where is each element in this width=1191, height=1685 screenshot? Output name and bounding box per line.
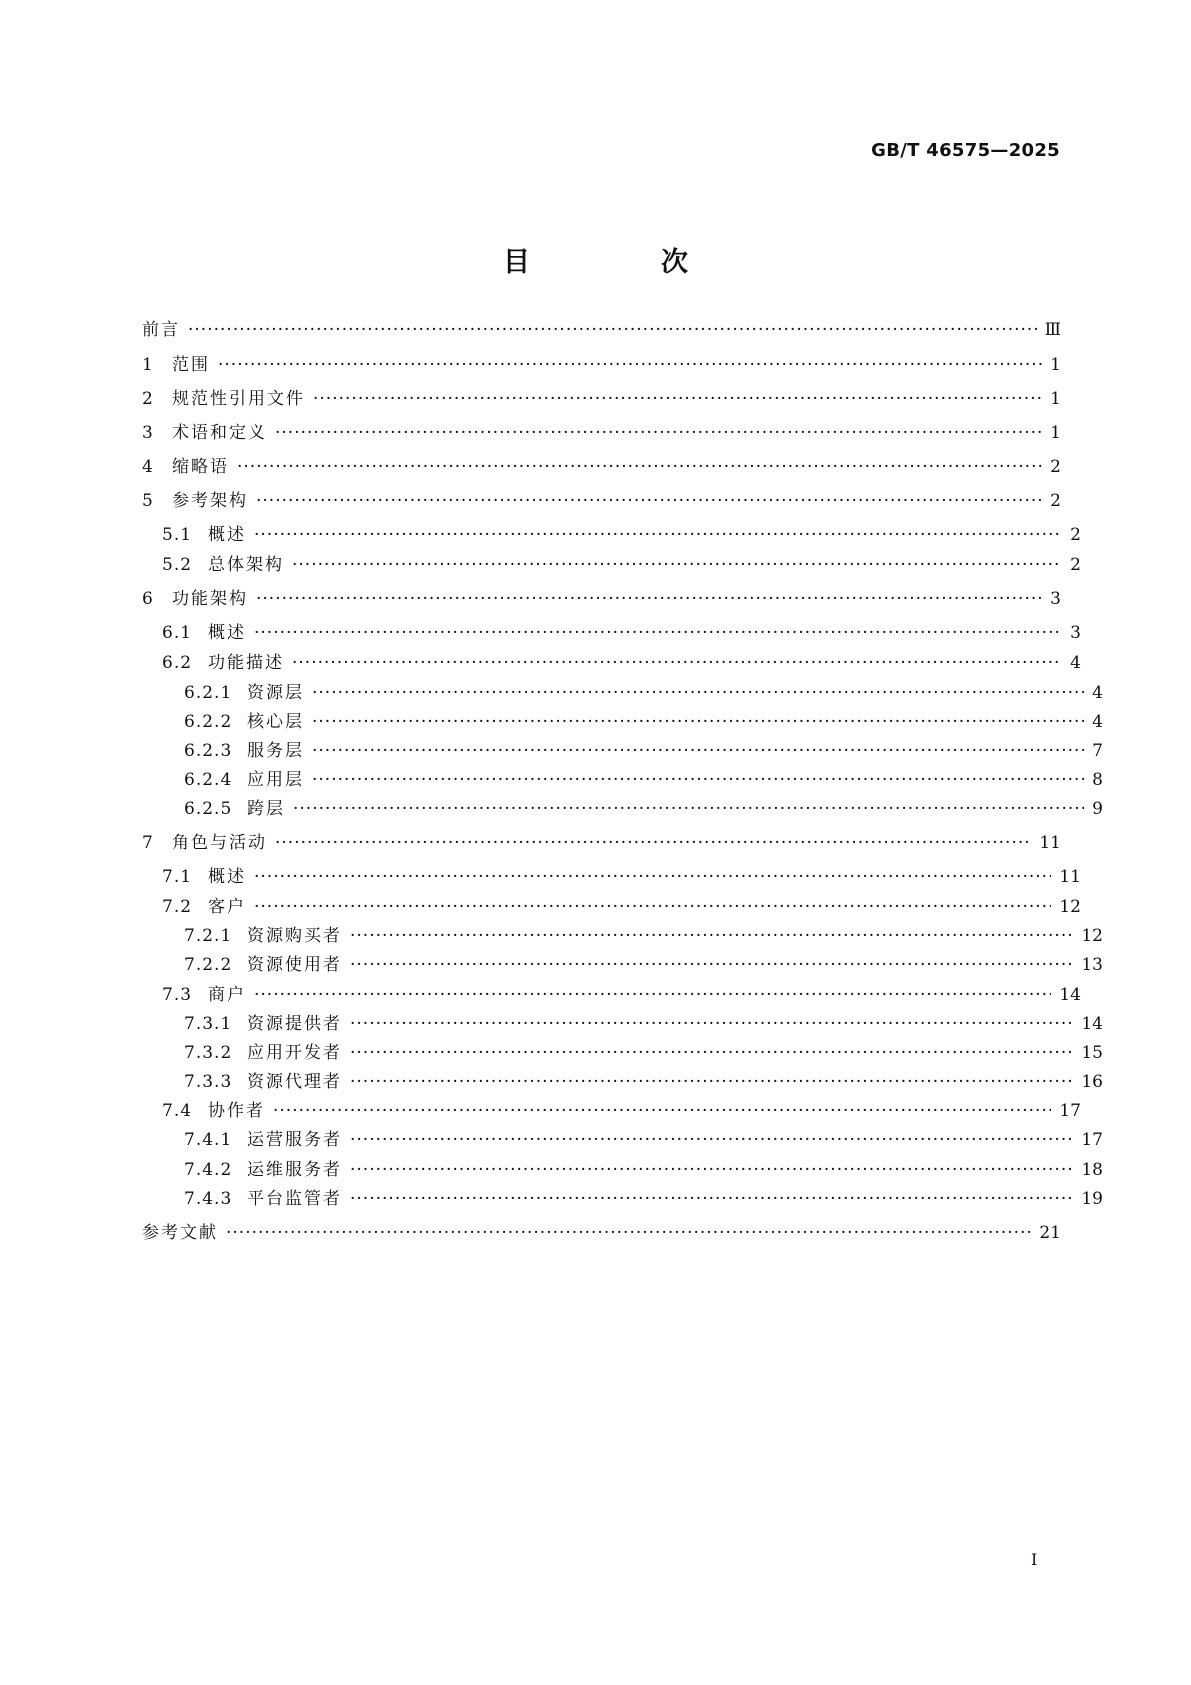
- toc-entry-title: 资源层: [247, 683, 304, 703]
- toc-leader-dots: [254, 523, 1062, 547]
- toc-entry[interactable]: [142, 651, 1081, 675]
- toc-entry-page: 12: [1059, 897, 1081, 917]
- toc-entry-title: 参考文献: [142, 1223, 218, 1243]
- toc-entry-page: 3: [1050, 589, 1061, 609]
- toc-entry-number: 7.2: [162, 897, 193, 917]
- toc-entry-title: 应用层: [247, 770, 304, 790]
- toc-entry[interactable]: [142, 895, 1081, 919]
- toc-entry-title: 应用开发者: [247, 1043, 342, 1063]
- toc-leader-dots: [313, 387, 1042, 411]
- toc-entry-number: 7.2.1: [184, 926, 233, 946]
- toc-entry-title: 协作者: [208, 1101, 265, 1121]
- toc-leader-dots: [350, 1158, 1073, 1182]
- toc-entry-number: 5.2: [162, 555, 193, 575]
- toc-entry-title: 运营服务者: [247, 1130, 342, 1150]
- toc-entry[interactable]: [142, 523, 1081, 547]
- toc-leader-dots: [226, 1221, 1031, 1245]
- toc-entry-title: 概述: [208, 525, 246, 545]
- toc-entry[interactable]: [142, 318, 1061, 342]
- toc-entry[interactable]: [142, 387, 1061, 411]
- toc-entry-page: 9: [1092, 799, 1103, 819]
- toc-entry[interactable]: [142, 587, 1061, 611]
- toc-entry-title: 概述: [208, 867, 246, 887]
- toc-entry-page: 15: [1081, 1043, 1103, 1063]
- toc-leader-dots: [312, 710, 1084, 734]
- toc-entry-page: 17: [1081, 1130, 1103, 1150]
- toc-entry-title: 术语和定义: [172, 423, 267, 443]
- toc-entry-number: 7.4.3: [184, 1189, 233, 1209]
- toc-entry-page: 3: [1070, 623, 1081, 643]
- toc-entry-page: 19: [1081, 1189, 1103, 1209]
- toc-entry-title: 功能架构: [172, 589, 248, 609]
- toc-leader-dots: [350, 953, 1073, 977]
- toc-entry[interactable]: [142, 797, 1103, 821]
- toc-entry-page: 8: [1092, 770, 1103, 790]
- page-number: I: [1031, 1550, 1038, 1569]
- toc-entry-number: 6.2.4: [184, 770, 233, 790]
- toc-entry[interactable]: [142, 953, 1103, 977]
- toc-entry-title: 前言: [142, 320, 180, 340]
- toc-entry-number: 6.1: [162, 623, 193, 643]
- toc-entry-page: 14: [1059, 985, 1081, 1005]
- toc-leader-dots: [350, 1187, 1073, 1211]
- toc-entry-number: 7.2.2: [184, 955, 233, 975]
- toc-leader-dots: [254, 895, 1051, 919]
- toc-entry[interactable]: [142, 681, 1103, 705]
- toc-entry-title: 总体架构: [208, 555, 284, 575]
- toc-entry-title: 平台监管者: [247, 1189, 342, 1209]
- toc-entry-number: 6: [142, 589, 154, 609]
- toc-entry-page: 4: [1070, 653, 1081, 673]
- toc-entry[interactable]: [142, 1128, 1103, 1152]
- toc-leader-dots: [275, 831, 1031, 855]
- toc-entry-page: 14: [1081, 1014, 1103, 1034]
- toc-leader-dots: [293, 797, 1084, 821]
- toc-entry-title: 资源提供者: [247, 1014, 342, 1034]
- toc-entry-page: 12: [1081, 926, 1103, 946]
- toc-entry-title: 缩略语: [172, 457, 229, 477]
- toc-entry[interactable]: [142, 1158, 1103, 1182]
- toc-leader-dots: [292, 651, 1062, 675]
- toc-entry-number: 7.4.2: [184, 1160, 233, 1180]
- toc-entry[interactable]: [142, 768, 1103, 792]
- toc-entry[interactable]: [142, 489, 1061, 513]
- toc-entry[interactable]: [142, 710, 1103, 734]
- toc-leader-dots: [292, 553, 1062, 577]
- toc-leader-dots: [273, 1099, 1051, 1123]
- toc-entry-title: 资源使用者: [247, 955, 342, 975]
- toc-leader-dots: [275, 421, 1042, 445]
- toc-entry[interactable]: [142, 421, 1061, 445]
- toc-entry[interactable]: [142, 353, 1061, 377]
- toc-entry[interactable]: [142, 553, 1081, 577]
- toc-entry[interactable]: [142, 831, 1061, 855]
- toc-leader-dots: [350, 1070, 1073, 1094]
- toc-entry-number: 7.3.3: [184, 1072, 233, 1092]
- toc-entry-page: 1: [1050, 389, 1061, 409]
- toc-entry-page: 4: [1092, 712, 1103, 732]
- toc-entry-title: 运维服务者: [247, 1160, 342, 1180]
- toc-leader-dots: [312, 768, 1084, 792]
- toc-entry-number: 7.1: [162, 867, 193, 887]
- toc-leader-dots: [188, 318, 1037, 342]
- toc-entry-number: 6.2.3: [184, 741, 233, 761]
- toc-entry[interactable]: [142, 1041, 1103, 1065]
- toc-entry-title: 服务层: [247, 741, 304, 761]
- toc-leader-dots: [254, 983, 1051, 1007]
- toc-leader-dots: [350, 1012, 1073, 1036]
- toc-leader-dots: [312, 681, 1084, 705]
- toc-entry-number: 7.3.1: [184, 1014, 233, 1034]
- toc-leader-dots: [237, 455, 1042, 479]
- toc-entry[interactable]: [142, 865, 1081, 889]
- toc-entry-number: 6.2: [162, 653, 193, 673]
- toc-entry-number: 5.1: [162, 525, 193, 545]
- toc-leader-dots: [350, 924, 1073, 948]
- toc-leader-dots: [312, 739, 1084, 763]
- toc-entry[interactable]: [142, 621, 1081, 645]
- toc-leader-dots: [218, 353, 1042, 377]
- toc-entry-number: 6.2.1: [184, 683, 233, 703]
- toc-entry[interactable]: [142, 455, 1061, 479]
- toc-entry-page: 11: [1059, 867, 1081, 887]
- toc-leader-dots: [254, 621, 1062, 645]
- toc-entry-title: 概述: [208, 623, 246, 643]
- toc-entry[interactable]: [142, 1221, 1061, 1245]
- toc-entry-page: 17: [1059, 1101, 1081, 1121]
- toc-entry-title: 客户: [208, 897, 246, 917]
- toc-entry-page: 21: [1039, 1223, 1061, 1243]
- toc-entry-title: 角色与活动: [172, 833, 267, 853]
- toc-entry[interactable]: [142, 924, 1103, 948]
- toc-leader-dots: [256, 489, 1042, 513]
- toc-entry-number: 7.3.2: [184, 1043, 233, 1063]
- toc-leader-dots: [350, 1041, 1073, 1065]
- toc-entry-page: 4: [1092, 683, 1103, 703]
- toc-leader-dots: [256, 587, 1042, 611]
- toc-entry-number: 6.2.2: [184, 712, 233, 732]
- toc-entry-number: 6.2.5: [184, 799, 233, 819]
- toc-entry[interactable]: [142, 1012, 1103, 1036]
- toc-entry-title: 资源代理者: [247, 1072, 342, 1092]
- toc-leader-dots: [254, 865, 1051, 889]
- toc-entry-page: 2: [1070, 525, 1081, 545]
- toc-entry[interactable]: [142, 1070, 1103, 1094]
- toc-entry-title: 规范性引用文件: [172, 389, 305, 409]
- toc-entry[interactable]: [142, 739, 1103, 763]
- toc-entry-page: 2: [1050, 457, 1061, 477]
- toc-entry-number: 2: [142, 389, 154, 409]
- toc-entry-page: 18: [1081, 1160, 1103, 1180]
- toc-entry-number: 4: [142, 457, 154, 477]
- toc-entry-title: 跨层: [247, 799, 285, 819]
- toc-entry-title: 资源购买者: [247, 926, 342, 946]
- toc-entry-number: 7.4: [162, 1101, 193, 1121]
- toc-entry[interactable]: [142, 983, 1081, 1007]
- toc-entry-number: 3: [142, 423, 154, 443]
- toc-entry[interactable]: [142, 1187, 1103, 1211]
- toc-entry-title: 范围: [172, 355, 210, 375]
- toc-entry-title: 参考架构: [172, 491, 248, 511]
- toc-entry-page: 1: [1050, 423, 1061, 443]
- toc-entry-page: 2: [1070, 555, 1081, 575]
- toc-leader-dots: [350, 1128, 1073, 1152]
- toc-entry-number: 5: [142, 491, 154, 511]
- toc-entry-page: 13: [1081, 955, 1103, 975]
- toc-entry-number: 1: [142, 355, 154, 375]
- toc-title: 目 次: [503, 247, 740, 278]
- toc-entry-page: 7: [1092, 741, 1103, 761]
- document-code: GB/T 46575—2025: [871, 140, 1060, 161]
- toc-entry-page: 16: [1081, 1072, 1103, 1092]
- toc-entry-page: 1: [1050, 355, 1061, 375]
- toc-entry-title: 商户: [208, 985, 246, 1005]
- toc-entry-title: 核心层: [247, 712, 304, 732]
- toc-entry-page: 2: [1050, 491, 1061, 511]
- toc-entry-number: 7.4.1: [184, 1130, 233, 1150]
- toc-entry-number: 7.3: [162, 985, 193, 1005]
- toc-entry-page: Ⅲ: [1044, 320, 1061, 340]
- toc-entry-title: 功能描述: [208, 653, 284, 673]
- toc-entry-number: 7: [142, 833, 154, 853]
- toc-entry[interactable]: [142, 1099, 1081, 1123]
- toc-entry-page: 11: [1039, 833, 1061, 853]
